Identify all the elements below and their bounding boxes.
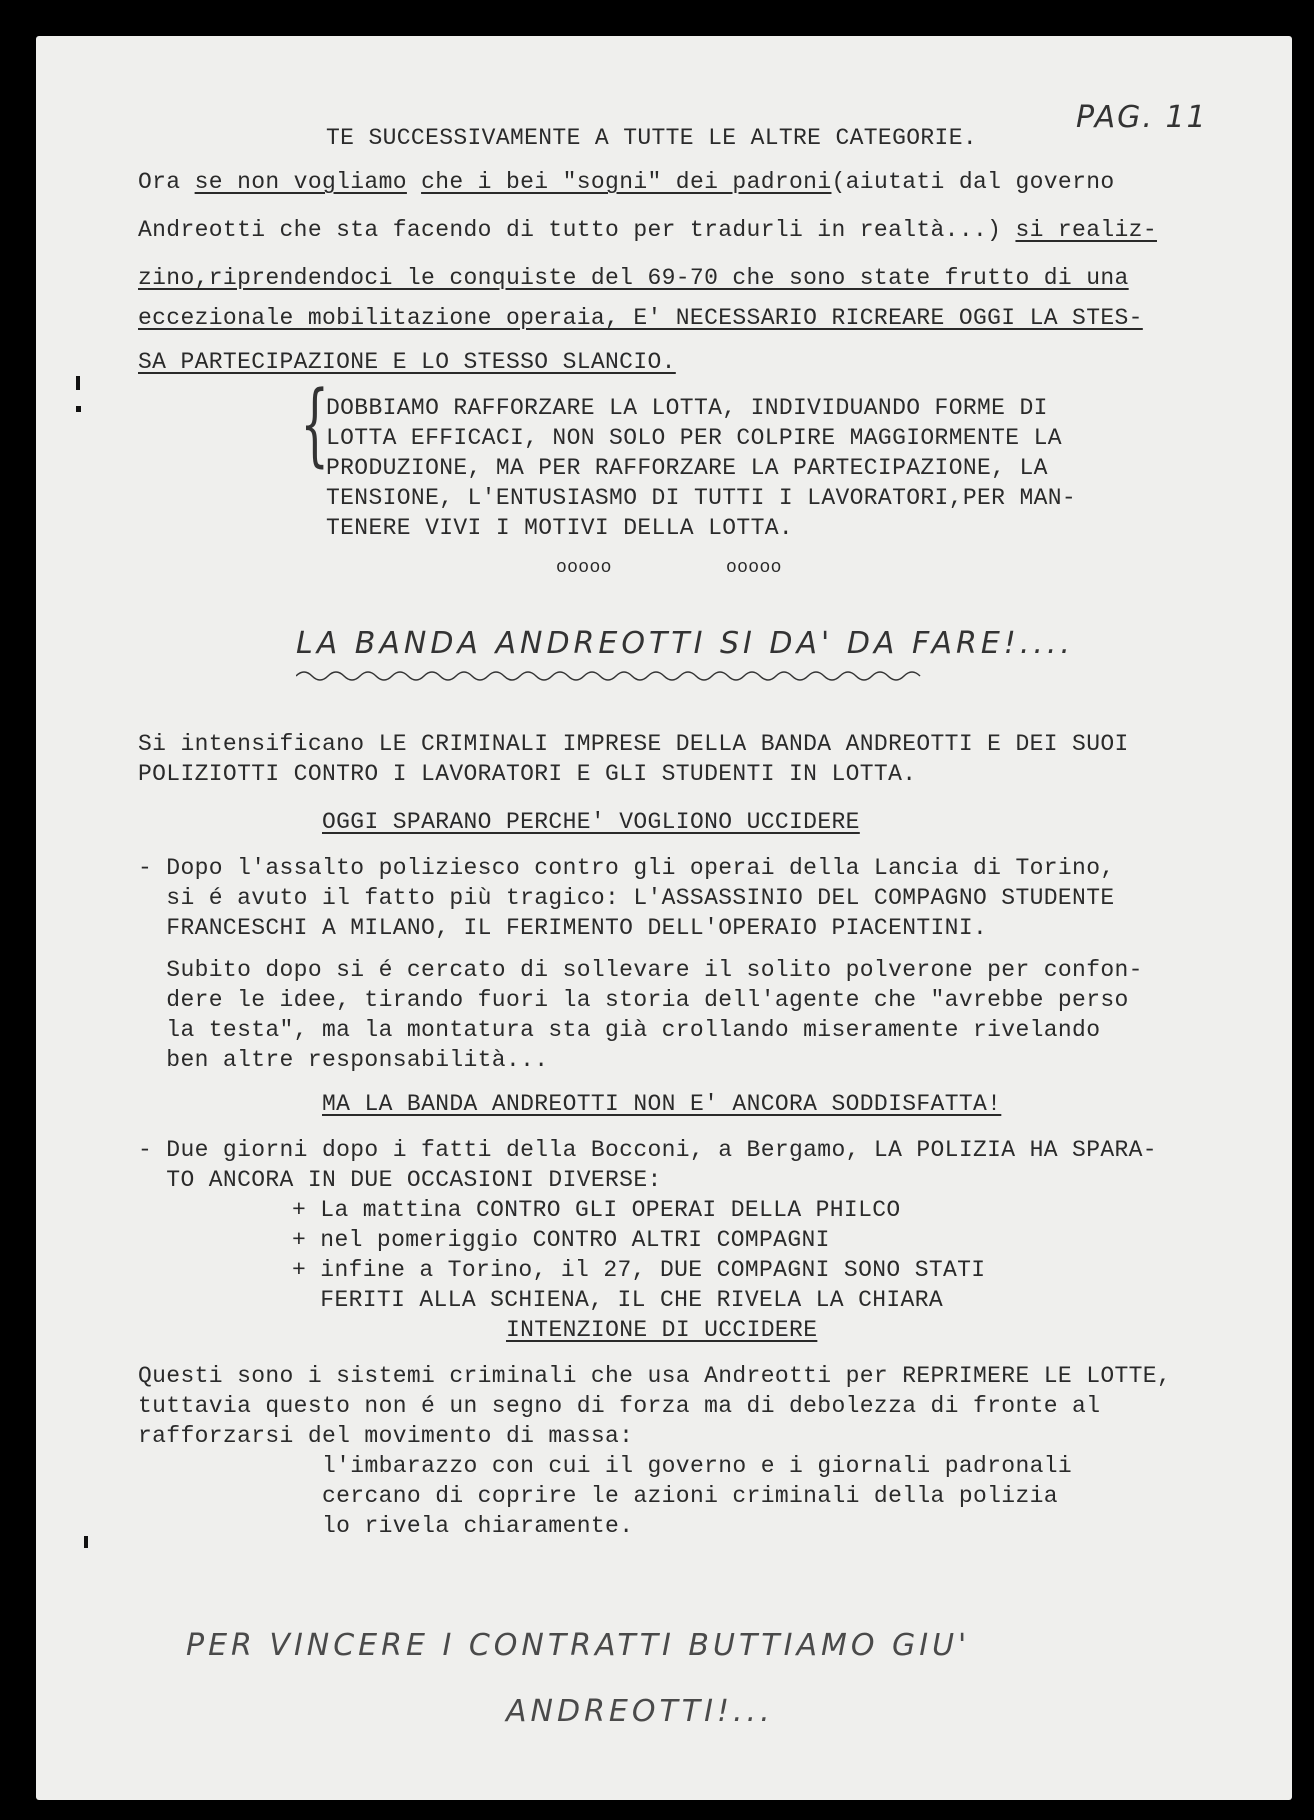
text-line: TENSIONE, L'ENTUSIASMO DI TUTTI I LAVORATORI,PER MAN- [326,485,1077,511]
text-line: Subito dopo si é cercato di sollevare il solito polverone per confon- [138,957,1143,983]
text-line: - Due giorni dopo i fatti della Bocconi, a Bergamo, LA POLIZIA HA SPARA- [138,1137,1157,1163]
text-line: si é avuto il fatto più tragico: L'ASSASSINIO DEL COMPAGNO STUDENTE [138,885,1115,911]
text-line: SA PARTECIPAZIONE E LO STESSO SLANCIO. [138,349,676,375]
text-line: POLIZIOTTI CONTRO I LAVORATORI E GLI STUDENTI IN LOTTA. [138,761,917,787]
text-line: - Dopo l'assalto poliziesco contro gli operai della Lancia di Torino, [138,855,1115,881]
handwritten-slogan: PER VINCERE I CONTRATTI BUTTIAMO GIU' [186,1628,971,1663]
separator: ooooo [726,558,782,578]
text-line: Questi sono i sistemi criminali che usa Andreotti per REPRIMERE LE LOTTE, [138,1363,1172,1389]
section-heading: MA LA BANDA ANDREOTTI NON E' ANCORA SODDISFATTA! [322,1091,1002,1117]
text-line: ben altre responsabilità... [138,1047,549,1073]
text-line: FRANCESCHI A MILANO, IL FERIMENTO DELL'OPERAIO PIACENTINI. [138,915,988,941]
list-item: + infine a Torino, il 27, DUE COMPAGNI SONO STATI [292,1257,986,1283]
document-page [36,36,1292,1800]
text-line: TE SUCCESSIVAMENTE A TUTTE LE ALTRE CATEGORIE. [326,125,978,151]
text-run: (aiutati dal governo [831,169,1115,195]
text-line: DOBBIAMO RAFFORZARE LA LOTTA, INDIVIDUANDO FORME DI [326,395,1048,421]
text-line: TENERE VIVI I MOTIVI DELLA LOTTA. [326,515,794,541]
page-number: PAG. 11 [1076,100,1208,135]
wavy-underline [296,668,936,684]
list-item: FERITI ALLA SCHIENA, IL CHE RIVELA LA CHIARA [292,1287,944,1313]
text-line: Si intensificano LE CRIMINALI IMPRESE DELLA BANDA ANDREOTTI E DEI SUOI [138,731,1129,757]
underlined-text: che i bei "sogni" dei padroni [421,169,832,195]
list-item: + La mattina CONTRO GLI OPERAI DELLA PHILCO [292,1197,901,1223]
curly-brace: { [300,372,329,477]
margin-mark [84,1536,88,1548]
list-item: INTENZIONE DI UCCIDERE [506,1317,818,1343]
handwritten-headline: LA BANDA ANDREOTTI SI DA' DA FARE!.... [296,626,1074,661]
margin-mark [76,376,80,390]
text-line: LOTTA EFFICACI, NON SOLO PER COLPIRE MAGGIORMENTE LA [326,425,1062,451]
text-line: zino,riprendendoci le conquiste del 69-70 che sono state frutto di una [138,265,1129,291]
underlined-text: si realiz- [1015,217,1157,243]
text-run: Andreotti che sta facendo di tutto per tradurli in realtà...) [138,217,1016,243]
margin-mark [76,406,81,412]
text-line: cercano di coprire le azioni criminali della polizia [322,1483,1058,1509]
text-line: TO ANCORA IN DUE OCCASIONI DIVERSE: [138,1167,662,1193]
text-line: dere le idee, tirando fuori la storia dell'agente che "avrebbe perso [138,987,1129,1013]
text-run [407,169,421,195]
text-line: la testa", ma la montatura sta già crollando miseramente rivelando [138,1017,1101,1043]
underlined-text: se non vogliamo [194,169,407,195]
text-line [138,216,1157,244]
section-heading: OGGI SPARANO PERCHE' VOGLIONO UCCIDERE [322,809,860,835]
text-line: rafforzarsi del movimento di massa: [138,1423,634,1449]
text-line [138,168,1115,196]
text-run: Ora [138,169,195,195]
text-line: lo rivela chiaramente. [322,1513,634,1539]
text-line: tuttavia questo non é un segno di forza ma di debolezza di fronte al [138,1393,1101,1419]
text-line: l'imbarazzo con cui il governo e i giornali padronali [322,1453,1073,1479]
text-line: PRODUZIONE, MA PER RAFFORZARE LA PARTECIPAZIONE, LA [326,455,1048,481]
list-item: + nel pomeriggio CONTRO ALTRI COMPAGNI [292,1227,830,1253]
text-line: eccezionale mobilitazione operaia, E' NECESSARIO RICREARE OGGI LA STES- [138,305,1143,331]
separator: ooooo [556,558,612,578]
handwritten-slogan: ANDREOTTI!... [506,1694,774,1729]
